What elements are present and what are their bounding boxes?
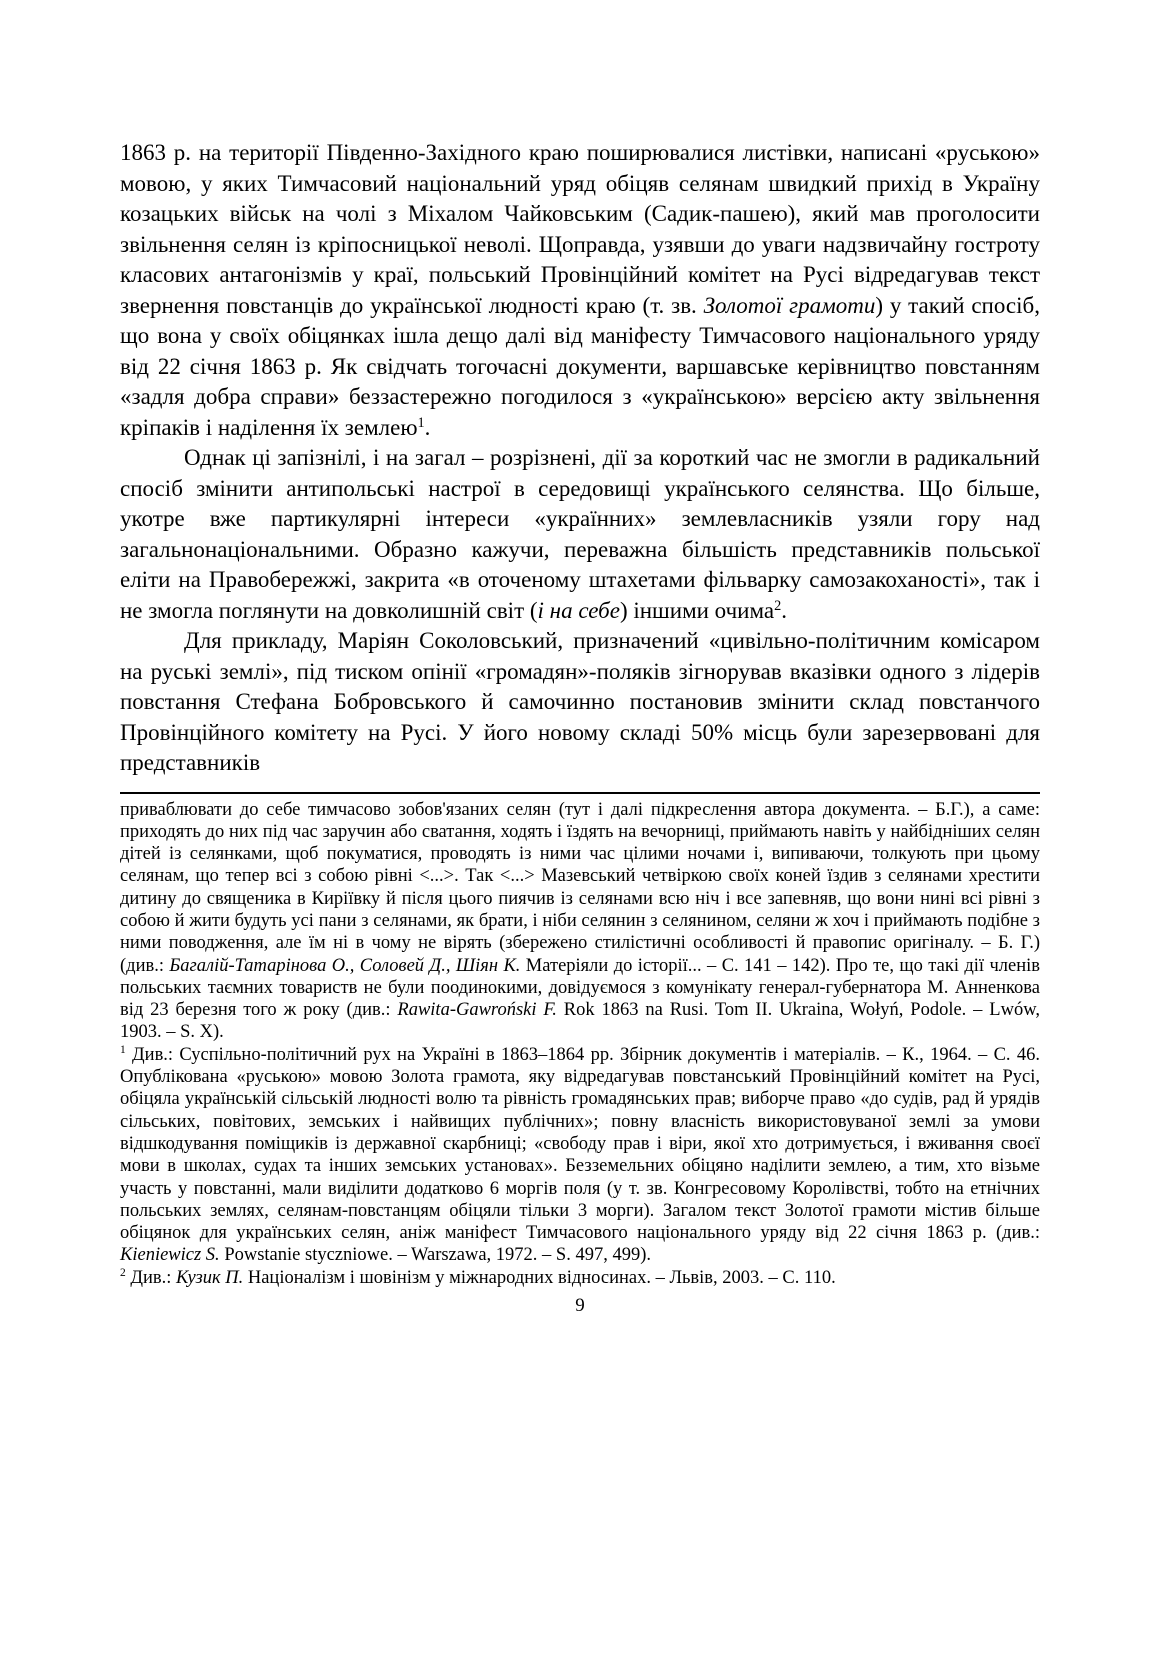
footnote-separator [120,792,1040,794]
paragraph-1-text: 1863 р. на території Південно-Західного краю поширювалися листівки, написані «руською» мовою, у яких Тимчасовий національний уряд обіцяв селянам швидкий прихід в Україну козацьких військ на чолі з Міхалом Чайковським (Садик-пашею), який мав проголосити звільнення селян із кріпосницької неволі. Щоправда, узявши до уваги надзвичайну гостроту класових антагонізмів у краї, польський Провінційний комітет на Русі відредагував текст звернення повстанців до української людності краю (т. зв. [120,140,1040,318]
footnote-1 [120,1044,1040,1267]
paragraph-2-text: . [781,597,787,623]
main-text-block [120,138,1040,779]
page-number: 9 [575,1295,585,1317]
paragraph-1-text: ) у такий спосіб, що вона у своїх обіцянках ішла дещо далі від маніфесту Тимчасового національного уряду від 22 січня 1863 р. Як свідчать тогочасні документи, варшавське керівництво повстанням «задля добра справи» беззастережно погодилося з «українською» версією акту звільнення кріпаків і наділення їх землею [120,292,1040,440]
footnote-2-text: Див.: [125,1267,177,1288]
footnote-continuation-text: Rok 1863 na Rusi. Tom II. Ukraina, Wołyń, Podole. – Lwów, 1903. – S. X). [120,1000,1040,1043]
paragraph-2 [120,443,1040,626]
footnote-continuation [120,799,1040,1044]
paragraph-1-italic: Золотої грамоти [703,292,876,318]
footnote-2 [120,1267,1040,1289]
footnote-2-text: Націоналізм і шовінізм у міжнародних відносинах. – Львів, 2003. – С. 110. [243,1267,836,1288]
paragraph-2-text: Однак ці запізнілі, і на загал – розрізнені, дії за короткий час не змогли в радикальний спосіб змінити антипольські настрої в середовищі українського селянства. Що більше, укотре вже партикулярні інтереси «українних» землевласників узяли гору над загальнонаціональними. Образно кажучи, переважна більшість представників польської еліти на Правобережжі, закрита «в оточеному штахетами фільварку самозакоханості», так і не змогла поглянути на довколишній світ ( [120,445,1040,623]
footnote-continuation-authors: Rawita-Gawroński F. [397,1000,557,1021]
footnote-1-text: Powstanie styczniowe. – Warszawa, 1972. – S. 497, 499). [219,1245,651,1266]
footnote-1-text: Див.: Суспільно-політичний рух на Україні в 1863–1864 рр. Збірник документів і матеріалів. – К., 1964. – С. 46. Опублікована «руською» мовою Золота грамота, яку відредагував повстанський Провінційний комітет на Русі, обіцяла українській сільській людності волю та рівність громадянських прав; виборче право «до судів, рад й урядів сільських, повітових, земських і найвищих публічних»; повну власність використовуваної землі за умови відшкодування поміщиків із державної скарбниці; «свободу прав і віри, якої хто дотримується, і вживання своєї мови в школах, судах та інших земських установах». Безземельних обіцяно наділити землею, а тим, хто візьме участь у повстанні, мали виділити додатково 6 моргів поля (у т. зв. Конгресовому Королівстві, тобто на етнічних польських землях, селянам-повстанцям обіцяли тільки 3 морги). Загалом текст Золотої грамоти містив більше обіцянок для українських селян, аніж маніфест Тимчасового національного уряду від 22 січня 1863 р. (див.: [120,1044,1040,1244]
footnotes-section [120,799,1040,1290]
paragraph-3-text: Для прикладу, Маріян Соколовський, призначений «цивільно-політичним комісаром на руські землі», під тиском опінії «громадян»-поляків зігнорував вказівки одного з лідерів повстання Стефана Бобровського й самочинно постановив змінити склад повстанчого Провінційного комітету на Русі. У його новому складі 50% місць були зарезервовані для представників [120,628,1040,775]
footnote-ref-1: 1 [417,414,425,431]
footnote-continuation-text: Матеріяли до історії... – С. 141 – 142). Про те, що такі дії членів польських таємних товариств не були поодинокими, довідуємося з комунікату генерал-губернатора М. Анненкова від 23 березня того ж року (див.: [120,955,1040,1021]
footnote-1-authors: Kieniewicz S. [120,1245,220,1266]
paragraph-2-text: ) іншими очима [619,597,775,623]
paragraph-1 [120,138,1040,443]
paragraph-3 [120,626,1040,779]
paragraph-2-italic: і на себе [537,597,620,623]
footnote-marker-2: 2 [120,1267,126,1280]
footnote-continuation-authors: Багалій-Татарінова О., Соловей Д., Шіян К. [169,955,521,976]
footnote-continuation-text: приваблювати до себе тимчасово зобов'язаних селян (тут і далі підкреслення автора документа. – Б.Г.), а саме: приходять до них під час заручин або сватання, ходять і їздять на вечорниці, приймають навіть у найбідніших селян дітей із селянками, щоб покуматися, проводять із ними час цілими ночами і, випиваючи, толкують при цьому селянам, що тепер всі з собою рівні <...>. Так <...> Мазевський четвіркою своїх коней їздив з селянами хрестити дитину до священика в Киріївку й після цього пиячив із селянами всю ніч і все запевняв, що вони нині всі рівні з собою й жити будуть усі пани з селянами, як брати, і ніби селянин з селянином, селяни ж хоч і приймають подібне з ними поводження, але їм ні в чому не вірять (збережено стилістичні особливості й правопис оригіналу. – Б. Г.) (див.: [120,799,1040,976]
footnote-ref-2: 2 [774,597,782,614]
footnote-marker-1: 1 [120,1044,126,1057]
paragraph-1-text: . [424,414,431,440]
footnote-2-authors: Кузик П. [176,1267,244,1288]
